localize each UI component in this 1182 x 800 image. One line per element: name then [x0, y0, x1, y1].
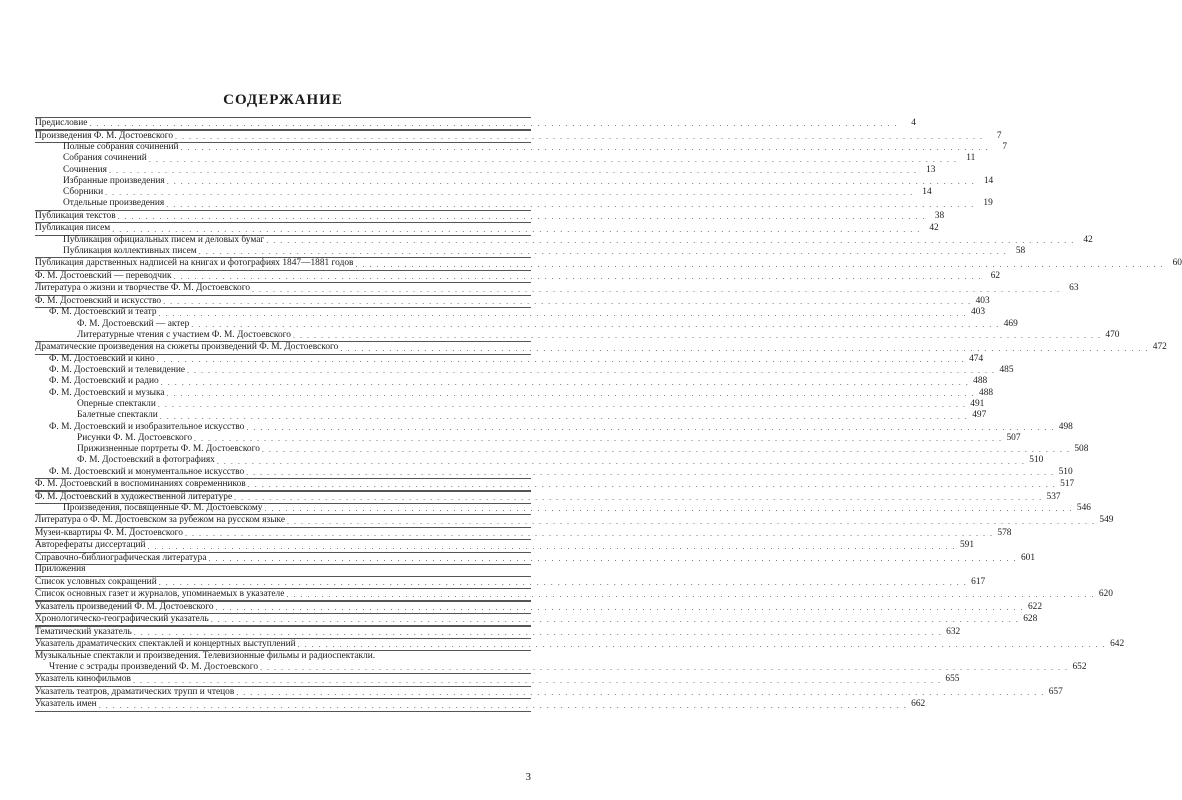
dot-leader — [264, 503, 1073, 514]
toc-entry — [35, 638, 1125, 651]
toc-entry-page: 497 — [972, 410, 987, 421]
toc-entry-title: Публикация текстов — [35, 210, 116, 221]
toc-entry — [35, 661, 1087, 673]
toc-entry-page: 628 — [1023, 614, 1038, 625]
toc-entry — [35, 187, 932, 198]
toc-entry — [35, 210, 945, 223]
page-number: 3 — [525, 771, 531, 783]
dot-leader — [158, 399, 967, 410]
toc-entry-title: Хронологическо-географический указатель — [35, 614, 209, 625]
toc-entry — [35, 234, 1093, 246]
dot-leader — [148, 541, 957, 552]
toc-entry-page: 601 — [1020, 552, 1036, 563]
toc-entry-page: 7 — [996, 130, 1002, 141]
dot-leader — [252, 284, 1061, 295]
toc-entry-page: 38 — [934, 210, 945, 221]
dot-leader — [287, 516, 1096, 527]
toc-entry-title: Указатель драматических спектаклей и концертных выступлений — [35, 639, 296, 650]
page-title: СОДЕРЖАНИЕ — [223, 92, 343, 108]
toc-entry-title: Оперные спектакли — [77, 398, 156, 409]
toc-entry-title: Публикация дарственных надписей на книгах и фотографиях 1847—1881 годов — [35, 258, 354, 269]
toc-entry — [35, 503, 1091, 514]
dot-leader — [298, 639, 1107, 650]
toc-entry-page: 403 — [975, 295, 990, 306]
dot-leader — [248, 479, 1057, 490]
toc-entry — [35, 588, 1113, 601]
toc-entry-title: Литературные чтения с участием Ф. М. Достоевского — [77, 329, 291, 340]
toc-entry — [35, 421, 1073, 433]
dot-leader — [209, 553, 1018, 564]
dot-leader — [187, 365, 996, 376]
toc-entry-page: 488 — [973, 376, 988, 387]
dot-leader — [118, 211, 927, 222]
dot-leader — [194, 433, 1003, 444]
toc-entry-page: 622 — [1027, 601, 1043, 612]
toc-entry — [35, 626, 961, 639]
toc-entry-title: Избранные произведения — [63, 175, 165, 186]
toc-entry-page: 42 — [1083, 234, 1093, 245]
toc-entry — [35, 282, 1079, 295]
toc-entry — [35, 466, 1073, 478]
toc-entry-title: Музыкальные спектакли и произведения. Телевизионные фильмы и радиоспектакли. — [35, 650, 376, 661]
dot-leader — [216, 602, 1025, 613]
toc-entry — [35, 601, 1043, 614]
toc-entry — [35, 222, 939, 235]
toc-entry — [35, 686, 1063, 699]
toc-entry-title: Произведения, посвященные Ф. М. Достоевскому — [63, 503, 263, 514]
toc-entry-page: 632 — [946, 626, 961, 637]
toc-entry-page: 62 — [990, 270, 1001, 281]
toc-entry — [35, 651, 531, 662]
toc-entry-title: Указатель кинофильмов — [35, 674, 131, 685]
toc-entry-title: Ф. М. Достоевский и кино — [49, 353, 155, 364]
dot-leader — [167, 176, 976, 187]
toc-entry-page: 508 — [1074, 444, 1089, 455]
toc-entry-page: 11 — [966, 153, 976, 164]
dot-leader — [166, 199, 975, 210]
toc-entry-title: Публикация коллективных писем — [63, 246, 197, 257]
toc-entry-page: 469 — [1003, 318, 1018, 329]
toc-entry-page: 13 — [926, 164, 936, 175]
toc-entry-title: Ф. М. Достоевский в художественной литературе — [35, 491, 233, 502]
toc-entry — [35, 514, 1114, 527]
dot-leader — [159, 308, 968, 319]
toc-entry — [35, 552, 1036, 565]
dot-leader — [134, 627, 943, 638]
toc-entry — [35, 117, 916, 130]
dot-leader — [246, 467, 1055, 478]
toc-entry-page: 485 — [999, 365, 1014, 376]
toc-entry-page: 578 — [997, 527, 1012, 538]
toc-entry-page: 403 — [971, 307, 986, 318]
toc-entry-title: Ф. М. Достоевский и радио — [49, 376, 159, 387]
toc-entry-title: Указатель произведений Ф. М. Достоевского — [35, 601, 214, 612]
toc-entry-page: 507 — [1006, 432, 1021, 443]
toc-entry-page: 642 — [1110, 639, 1125, 650]
toc-entry — [35, 376, 988, 387]
dot-leader — [181, 142, 990, 153]
toc-entry-page: 470 — [1105, 329, 1120, 340]
toc-entry — [35, 318, 1018, 330]
toc-entry-title: Публикация писем — [35, 223, 111, 234]
dot-leader — [167, 388, 976, 399]
toc-entry-title: Литература о Ф. М. Достоевском за рубежом на русском языке — [35, 515, 285, 526]
toc-entry — [35, 387, 994, 399]
toc-entry — [35, 142, 1008, 153]
toc-entry-page: 58 — [1015, 246, 1026, 257]
dot-leader — [109, 165, 918, 176]
toc-entry-page: 549 — [1099, 515, 1114, 526]
toc-entry-page: 652 — [1072, 661, 1087, 672]
toc-entry-page: 488 — [979, 387, 994, 398]
toc-entry-page: 472 — [1152, 342, 1167, 353]
toc-entry-page: 498 — [1058, 421, 1073, 432]
toc-entry — [35, 341, 1167, 354]
toc-entry-page: 662 — [911, 699, 926, 710]
toc-entry — [35, 329, 1120, 341]
toc-entry-title: Ф. М. Достоевский и музыка — [49, 387, 165, 398]
toc-entry-page: 510 — [1029, 455, 1044, 466]
dot-leader — [112, 224, 921, 235]
toc-entry-title: Публикация официальных писем и деловых бумаг — [63, 234, 265, 245]
toc-entry — [35, 246, 1026, 257]
dot-leader — [340, 343, 1149, 354]
dot-leader — [355, 259, 1164, 270]
toc-entry-title: Полные собрания сочинений — [63, 142, 179, 152]
dot-leader — [163, 296, 972, 307]
toc-entry-title: Литература о жизни и творчестве Ф. М. Достоевского — [35, 283, 251, 294]
toc-entry-title: Балетные спектакли — [77, 410, 158, 421]
toc-entry-title: Ф. М. Достоевский и театр — [49, 307, 157, 318]
dot-leader — [99, 700, 908, 711]
toc-entry — [35, 455, 1044, 466]
toc-entry — [35, 130, 1002, 143]
toc-entry-title: Указатель имен — [35, 699, 97, 710]
toc-entry — [35, 527, 1012, 540]
dot-leader — [174, 271, 983, 282]
dot-leader — [149, 154, 958, 165]
dot-leader — [293, 330, 1102, 341]
toc-entry-page: 7 — [1002, 142, 1008, 152]
dot-leader — [286, 589, 1095, 600]
toc-entry — [35, 353, 984, 365]
dot-leader — [199, 246, 1008, 257]
toc-entry-title: Отдельные произведения — [63, 198, 165, 209]
dot-leader — [161, 377, 970, 388]
dot-leader — [234, 492, 1043, 503]
toc-entry — [35, 539, 975, 552]
toc-entry-page: 591 — [959, 540, 975, 551]
dot-leader — [105, 187, 914, 198]
toc-entry-title: Драматические произведения на сюжеты произведений Ф. М. Достоевского — [35, 342, 339, 353]
toc-entry — [35, 410, 987, 421]
toc-entry-page: 537 — [1046, 491, 1061, 502]
dot-leader — [157, 354, 966, 365]
dot-leader — [89, 118, 898, 129]
toc-entry-title: Произведения Ф. М. Достоевского — [35, 130, 174, 141]
toc-entry-page: 19 — [983, 198, 993, 209]
toc-entry — [35, 564, 531, 575]
toc-entry-title: Рисунки Ф. М. Достоевского — [77, 432, 193, 443]
toc-entry-title: Указатель театров, драматических трупп и чтецов — [35, 686, 235, 697]
dot-leader — [246, 422, 1055, 433]
dot-leader — [266, 235, 1075, 246]
toc-entry — [35, 164, 936, 176]
toc-entry-title: Ф. М. Достоевский и изобразительное искусство — [49, 421, 245, 432]
toc-entry — [35, 613, 1038, 626]
toc-entry-title: Предисловие — [35, 118, 88, 128]
toc-entry-page: 517 — [1060, 479, 1075, 490]
toc-entry-title: Ф. М. Достоевский и искусство — [35, 295, 162, 306]
toc-entry — [35, 153, 976, 164]
toc-entry-page: 4 — [911, 118, 916, 128]
toc-entry — [35, 432, 1021, 444]
toc-entry-title: Авторефераты диссертаций — [35, 540, 146, 551]
toc-entry-title: Ф. М. Достоевский — переводчик — [35, 270, 172, 281]
toc-entry — [35, 198, 993, 209]
toc-entry-page: 620 — [1098, 589, 1113, 600]
toc-entry — [35, 398, 985, 410]
dot-leader — [175, 131, 984, 142]
toc-entry-page: 42 — [929, 223, 939, 234]
toc-entry-page: 63 — [1069, 283, 1079, 294]
dot-leader — [262, 444, 1071, 455]
toc-entry-title: Чтение с эстрады произведений Ф. М. Достоевского — [49, 661, 259, 672]
toc-entry-title: Список условных сокращений — [35, 576, 157, 587]
toc-entry-title: Ф. М. Достоевский и монументальное искусство — [49, 466, 245, 477]
toc-entry-title: Ф. М. Достоевский в воспоминаниях современников — [35, 479, 246, 490]
toc-entry — [35, 576, 986, 589]
dot-leader — [159, 577, 968, 588]
toc-entry-title: Приложения — [35, 564, 86, 575]
toc-entry-title: Сочинения — [63, 164, 107, 175]
dot-leader — [160, 411, 969, 422]
toc-entry-page: 491 — [970, 398, 985, 409]
toc-entry-page: 14 — [922, 187, 932, 198]
toc-entry-page: 546 — [1076, 503, 1091, 514]
toc-entry-title: Прижизненные портреты Ф. М. Достоевского — [77, 444, 260, 455]
dot-leader — [185, 528, 994, 539]
toc-entry-page: 657 — [1048, 686, 1063, 697]
toc-entry-page: 60 — [1172, 258, 1182, 269]
dot-leader — [217, 456, 1026, 467]
toc-entry-title: Собрания сочинений — [63, 153, 147, 164]
dot-leader — [133, 675, 942, 686]
table-of-contents — [35, 117, 1182, 711]
toc-entry — [35, 698, 926, 711]
toc-entry — [35, 478, 1075, 491]
toc-entry — [35, 365, 1014, 376]
toc-entry — [35, 175, 994, 187]
toc-entry-page: 14 — [983, 175, 994, 186]
toc-entry-page: 655 — [945, 674, 960, 685]
dot-leader — [191, 319, 1000, 330]
toc-entry — [35, 491, 1061, 504]
toc-entry-title: Музеи-квартиры Ф. М. Достоевского — [35, 527, 183, 538]
toc-entry-page: 474 — [969, 353, 984, 364]
toc-entry — [35, 307, 986, 318]
toc-entry-title: Ф. М. Достоевский и телевидение — [49, 365, 186, 376]
toc-entry-page: 510 — [1058, 466, 1073, 477]
toc-entry-title: Ф. М. Достоевский в фотографиях — [77, 455, 215, 466]
toc-entry — [35, 444, 1089, 455]
toc-entry — [35, 270, 1001, 283]
toc-entry-title: Ф. М. Достоевский — актер — [77, 318, 190, 329]
toc-entry — [35, 673, 960, 686]
toc-entry-page: 617 — [971, 576, 986, 587]
dot-leader — [236, 687, 1045, 698]
toc-entry-title: Тематический указатель — [35, 626, 132, 637]
toc-entry-title: Справочно-библиографическая литература — [35, 552, 207, 563]
toc-entry — [35, 257, 1182, 270]
dot-leader — [211, 614, 1020, 625]
dot-leader — [87, 565, 513, 576]
toc-entry-title: Список основных газет и журналов, упоминаемых в указателе — [35, 589, 285, 600]
dot-leader — [377, 651, 513, 662]
dot-leader — [260, 662, 1069, 673]
toc-entry-title: Сборники — [63, 187, 104, 198]
